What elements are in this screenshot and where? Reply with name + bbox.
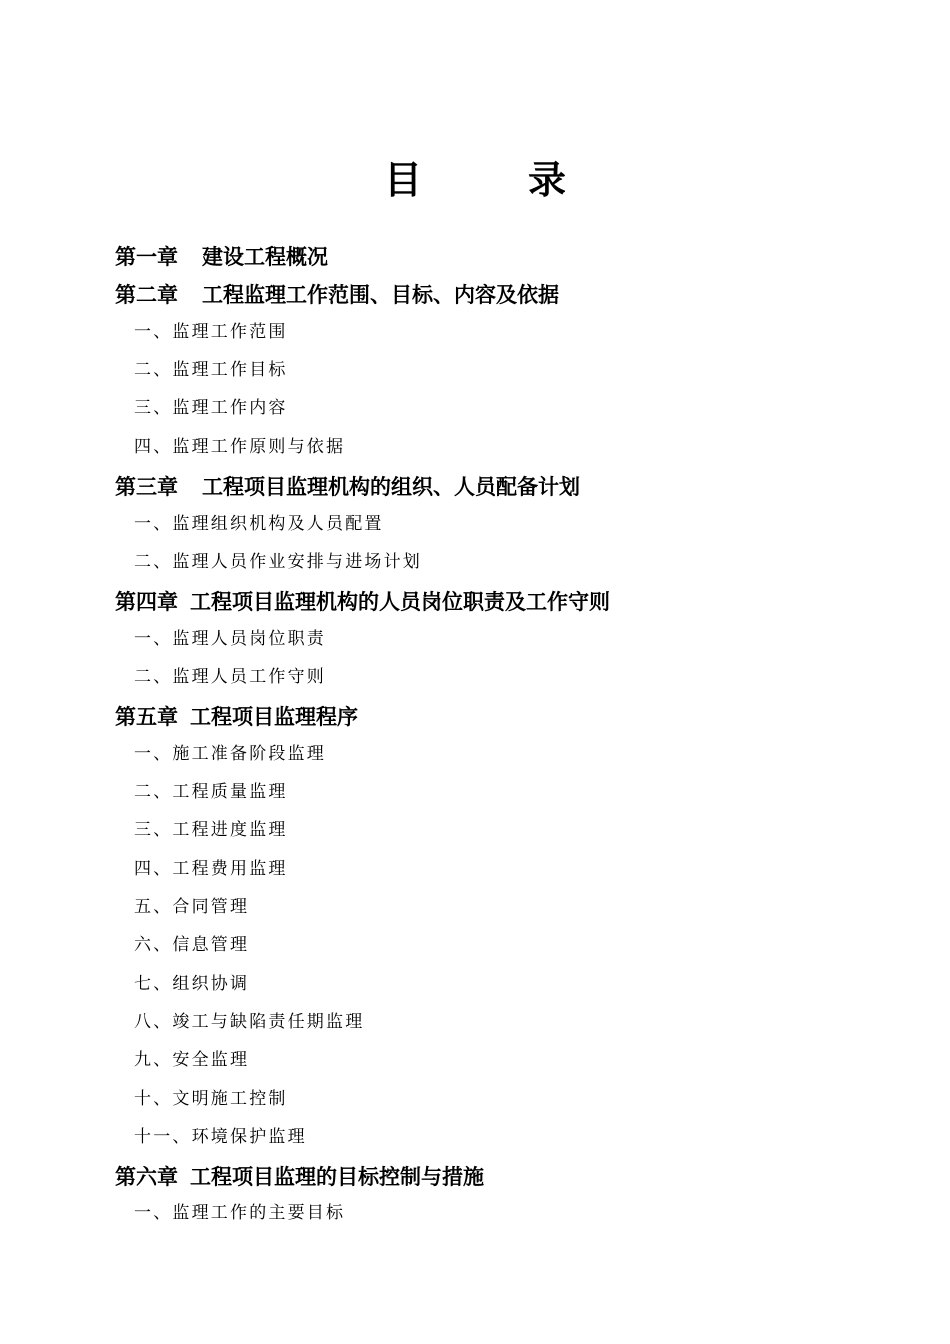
toc-section: 六、信息管理 — [134, 935, 250, 955]
toc-section: 一、施工准备阶段监理 — [134, 744, 326, 764]
toc-section: 八、竣工与缺陷责任期监理 — [134, 1012, 365, 1032]
toc-section: 五、合同管理 — [134, 897, 250, 917]
toc-section: 九、安全监理 — [134, 1050, 250, 1070]
toc-section: 三、监理工作内容 — [134, 398, 288, 418]
toc-chapter — [115, 588, 610, 616]
toc-section: 十一、环境保护监理 — [134, 1127, 307, 1147]
page-title: 目 录 — [383, 158, 600, 202]
toc-section: 一、监理工作范围 — [134, 322, 288, 342]
toc-section: 四、工程费用监理 — [134, 859, 288, 879]
chapter-title: 工程项目监理机构的组织、人员配备计划 — [202, 475, 580, 499]
chapter-number: 第一章 — [115, 245, 178, 269]
toc-section: 一、监理工作的主要目标 — [134, 1203, 346, 1223]
chapter-title: 工程项目监理机构的人员岗位职责及工作守则 — [190, 590, 610, 614]
chapter-number: 第六章 — [115, 1165, 178, 1189]
toc-section: 二、监理人员作业安排与进场计划 — [134, 552, 422, 572]
chapter-number: 第三章 — [115, 475, 178, 499]
toc-chapter — [115, 703, 358, 731]
chapter-title: 工程项目监理的目标控制与措施 — [190, 1165, 484, 1189]
chapter-number: 第二章 — [115, 283, 178, 307]
toc-section: 一、监理组织机构及人员配置 — [134, 514, 384, 534]
chapter-title: 工程项目监理程序 — [190, 705, 358, 729]
chapter-title: 工程监理工作范围、目标、内容及依据 — [202, 283, 559, 307]
toc-chapter — [115, 1163, 484, 1191]
toc-chapter — [115, 281, 559, 309]
toc-section: 十、文明施工控制 — [134, 1089, 288, 1109]
chapter-title: 建设工程概况 — [202, 245, 328, 269]
toc-section: 二、监理工作目标 — [134, 360, 288, 380]
toc-section: 三、工程进度监理 — [134, 820, 288, 840]
chapter-number: 第五章 — [115, 705, 178, 729]
toc-section: 四、监理工作原则与依据 — [134, 437, 346, 457]
chapter-number: 第四章 — [115, 590, 178, 614]
toc-section: 七、组织协调 — [134, 974, 250, 994]
toc-chapter — [115, 243, 328, 271]
toc-section: 二、监理人员工作守则 — [134, 667, 326, 687]
toc-chapter — [115, 473, 580, 501]
toc-section: 一、监理人员岗位职责 — [134, 629, 326, 649]
toc-section: 二、工程质量监理 — [134, 782, 288, 802]
